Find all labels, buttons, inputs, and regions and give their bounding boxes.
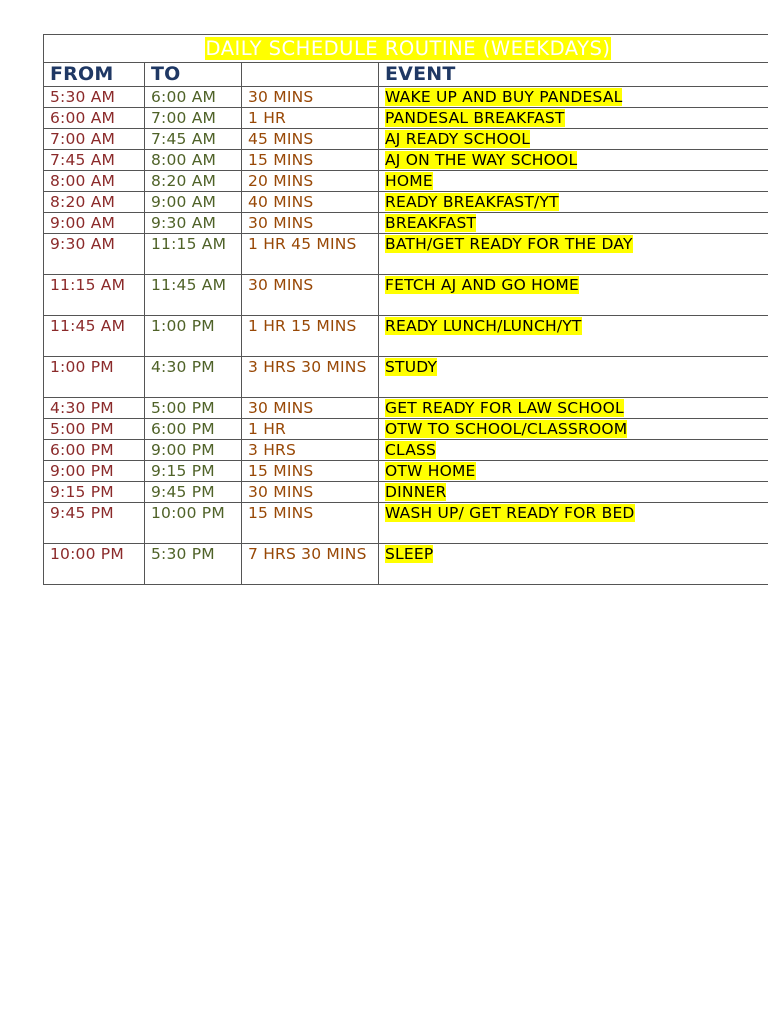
to-time-cell: 4:30 PM — [145, 357, 242, 398]
event-label: SLEEP — [385, 545, 434, 563]
from-time-cell: 5:30 AM — [44, 87, 145, 108]
duration-cell: 1 HR 45 MINS — [242, 234, 379, 275]
from-time-cell: 8:20 AM — [44, 192, 145, 213]
to-time-cell: 5:30 PM — [145, 544, 242, 585]
to-time-cell: 9:45 PM — [145, 482, 242, 503]
from-time-cell: 5:00 PM — [44, 419, 145, 440]
event-label: HOME — [385, 172, 433, 190]
event-cell — [379, 275, 768, 316]
from-time-cell: 11:15 AM — [44, 275, 145, 316]
table-row — [44, 461, 768, 482]
event-cell — [379, 108, 768, 129]
event-label: OTW TO SCHOOL/CLASSROOM — [385, 420, 628, 438]
duration-cell: 3 HRS — [242, 440, 379, 461]
event-label: STUDY — [385, 358, 438, 376]
table-row — [44, 129, 768, 150]
schedule-body — [44, 35, 768, 585]
event-label: READY BREAKFAST/YT — [385, 193, 559, 211]
event-cell — [379, 398, 768, 419]
event-cell — [379, 440, 768, 461]
from-time-cell: 8:00 AM — [44, 171, 145, 192]
event-cell — [379, 129, 768, 150]
event-label: BREAKFAST — [385, 214, 477, 232]
schedule-table — [43, 34, 768, 585]
to-time-cell: 8:20 AM — [145, 171, 242, 192]
from-time-cell: 6:00 PM — [44, 440, 145, 461]
duration-cell: 20 MINS — [242, 171, 379, 192]
duration-cell: 30 MINS — [242, 482, 379, 503]
to-time-cell: 9:00 AM — [145, 192, 242, 213]
table-row — [44, 150, 768, 171]
from-time-cell: 4:30 PM — [44, 398, 145, 419]
event-label: AJ READY SCHOOL — [385, 130, 531, 148]
from-time-cell: 11:45 AM — [44, 316, 145, 357]
to-time-cell: 9:30 AM — [145, 213, 242, 234]
event-cell — [379, 192, 768, 213]
event-label: CLASS — [385, 441, 437, 459]
table-row — [44, 419, 768, 440]
event-label: AJ ON THE WAY SCHOOL — [385, 151, 578, 169]
event-label: WASH UP/ GET READY FOR BED — [385, 504, 635, 522]
duration-cell: 30 MINS — [242, 275, 379, 316]
duration-cell: 30 MINS — [242, 213, 379, 234]
event-cell — [379, 461, 768, 482]
to-time-cell: 5:00 PM — [145, 398, 242, 419]
event-label: PANDESAL BREAKFAST — [385, 109, 565, 127]
to-time-cell: 9:00 PM — [145, 440, 242, 461]
event-cell — [379, 419, 768, 440]
event-cell — [379, 544, 768, 585]
to-time-cell: 11:15 AM — [145, 234, 242, 275]
table-row — [44, 192, 768, 213]
duration-cell: 1 HR — [242, 108, 379, 129]
duration-cell: 15 MINS — [242, 503, 379, 544]
table-row — [44, 357, 768, 398]
table-row — [44, 108, 768, 129]
event-label: DINNER — [385, 483, 447, 501]
to-time-cell: 6:00 AM — [145, 87, 242, 108]
from-time-cell: 9:30 AM — [44, 234, 145, 275]
event-label: OTW HOME — [385, 462, 476, 480]
table-row — [44, 275, 768, 316]
schedule-title: DAILY SCHEDULE ROUTINE (WEEKDAYS) — [205, 37, 611, 60]
from-time-cell: 10:00 PM — [44, 544, 145, 585]
table-row — [44, 503, 768, 544]
header-event: EVENT — [379, 63, 768, 87]
duration-cell: 1 HR — [242, 419, 379, 440]
from-time-cell: 1:00 PM — [44, 357, 145, 398]
to-time-cell: 7:45 AM — [145, 129, 242, 150]
event-label: GET READY FOR LAW SCHOOL — [385, 399, 624, 417]
from-time-cell: 7:00 AM — [44, 129, 145, 150]
table-row — [44, 544, 768, 585]
event-label: BATH/GET READY FOR THE DAY — [385, 235, 633, 253]
header-to: TO — [145, 63, 242, 87]
header-from: FROM — [44, 63, 145, 87]
to-time-cell: 8:00 AM — [145, 150, 242, 171]
to-time-cell: 6:00 PM — [145, 419, 242, 440]
event-cell — [379, 482, 768, 503]
event-cell — [379, 503, 768, 544]
from-time-cell: 6:00 AM — [44, 108, 145, 129]
duration-cell: 15 MINS — [242, 461, 379, 482]
duration-cell: 30 MINS — [242, 87, 379, 108]
event-label: READY LUNCH/LUNCH/YT — [385, 317, 582, 335]
duration-cell: 45 MINS — [242, 129, 379, 150]
event-label: WAKE UP AND BUY PANDESAL — [385, 88, 623, 106]
duration-cell: 30 MINS — [242, 398, 379, 419]
event-cell — [379, 150, 768, 171]
from-time-cell: 9:15 PM — [44, 482, 145, 503]
table-row — [44, 171, 768, 192]
to-time-cell: 7:00 AM — [145, 108, 242, 129]
event-cell — [379, 357, 768, 398]
table-row — [44, 234, 768, 275]
header-duration — [242, 63, 379, 87]
from-time-cell: 9:00 PM — [44, 461, 145, 482]
event-cell — [379, 171, 768, 192]
duration-cell: 7 HRS 30 MINS — [242, 544, 379, 585]
to-time-cell: 10:00 PM — [145, 503, 242, 544]
from-time-cell: 7:45 AM — [44, 150, 145, 171]
title-row — [44, 35, 768, 63]
table-row — [44, 398, 768, 419]
table-row — [44, 316, 768, 357]
duration-cell: 15 MINS — [242, 150, 379, 171]
table-row — [44, 87, 768, 108]
table-row — [44, 482, 768, 503]
event-cell — [379, 87, 768, 108]
header-row — [44, 63, 768, 87]
title-cell — [44, 35, 768, 63]
to-time-cell: 1:00 PM — [145, 316, 242, 357]
duration-cell: 1 HR 15 MINS — [242, 316, 379, 357]
to-time-cell: 11:45 AM — [145, 275, 242, 316]
from-time-cell: 9:45 PM — [44, 503, 145, 544]
event-label: FETCH AJ AND GO HOME — [385, 276, 579, 294]
duration-cell: 40 MINS — [242, 192, 379, 213]
table-row — [44, 440, 768, 461]
duration-cell: 3 HRS 30 MINS — [242, 357, 379, 398]
table-row — [44, 213, 768, 234]
from-time-cell: 9:00 AM — [44, 213, 145, 234]
to-time-cell: 9:15 PM — [145, 461, 242, 482]
event-cell — [379, 213, 768, 234]
event-cell — [379, 234, 768, 275]
event-cell — [379, 316, 768, 357]
